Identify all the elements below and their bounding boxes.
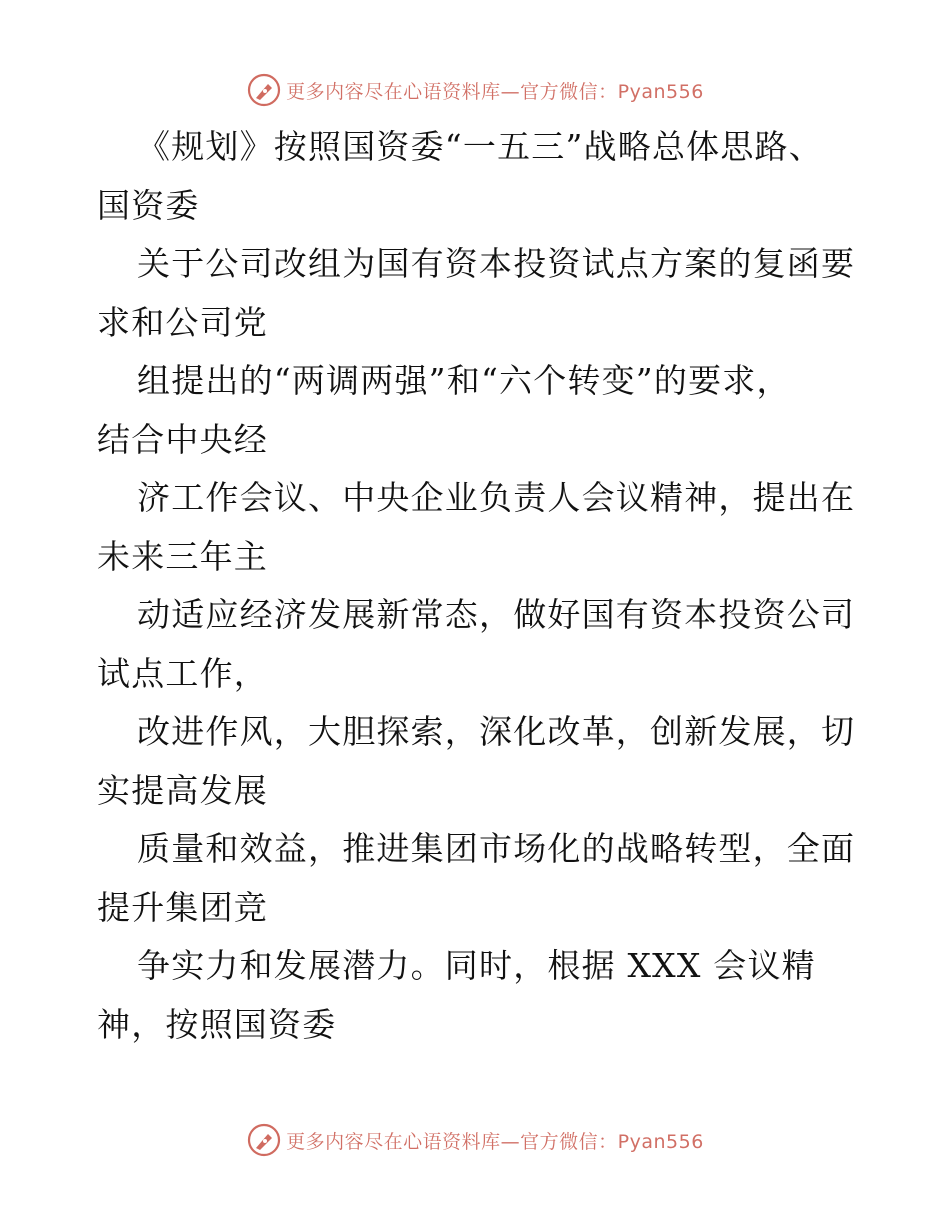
text-line: 国资委 [97,185,200,225]
document-body [97,118,887,1054]
footer-watermark [0,1120,950,1160]
text-line: 未来三年主 [97,536,268,576]
pen-nib-logo-icon [246,1122,282,1158]
text-line: 结合中央经 [97,419,268,459]
text-line: 关于公司改组为国有资本投资试点方案的复函要 [137,244,856,283]
watermark-text: 更多内容尽在心语资料库—官方微信：Pyan556 [286,1130,704,1153]
text-line: 质量和效益，推进集团市场化的战略转型，全面 [137,829,856,868]
text-line: 求和公司党 [97,302,268,342]
text-line: 济工作会议、中央企业负责人会议精神，提出在 [137,478,856,517]
text-line: 试点工作， [97,653,268,693]
text-line: 实提高发展 [97,770,268,810]
header-watermark [0,70,950,110]
text-line: 神，按照国资委 [97,1004,337,1044]
text-line: 改进作风，大胆探索，深化改革，创新发展，切 [137,712,856,751]
watermark-text: 更多内容尽在心语资料库—官方微信：Pyan556 [286,80,704,103]
text-line: 组提出的“两调两强”和“六个转变”的要求， [137,361,791,400]
text-line: 提升集团竞 [97,887,268,927]
text-line: 动适应经济发展新常态，做好国有资本投资公司 [137,595,856,634]
text-line: 争实力和发展潜力。同时，根据 XXX 会议精 [137,946,816,985]
text-line: 《规划》按照国资委“一五三”战略总体思路、 [137,127,823,166]
pen-nib-logo-icon [246,72,282,108]
